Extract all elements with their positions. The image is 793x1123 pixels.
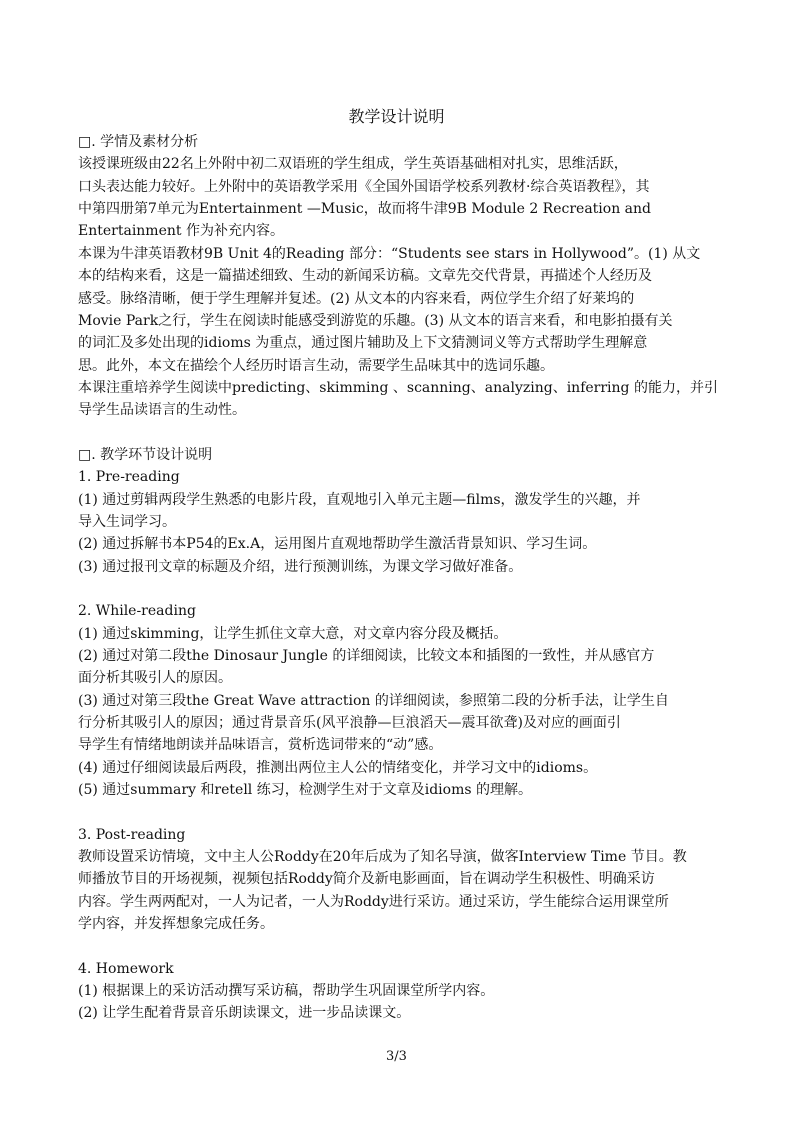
text-line: 学内容，并发挥想象完成任务。 <box>78 916 274 932</box>
text-line: 的词汇及多处出现的idioms 为重点，通过图片辅助及上下文猜测词义等方式帮助学生理解意 <box>78 335 648 351</box>
text-line: 内容。学生两两配对，一人为记者，一人为Roddy进行采访。通过采访，学生能综合运用课堂所 <box>78 894 669 910</box>
text-line: 口头表达能力较好。上外附中的英语教学采用《全国外国语学校系列教材·综合英语教程》，其 <box>78 179 650 195</box>
text-line: 导学生有情绪地朗读并品味语言，赏析选词带来的“动”感。 <box>78 737 443 753</box>
text-line: Entertainment 作为补充内容。 <box>78 223 284 239</box>
text-line: 本的结构来看，这是一篇描述细致、生动的新闻采访稿。文章先交代背景，再描述个人经历及 <box>78 268 652 284</box>
text-line: □. 学情及素材分析 <box>78 134 199 150</box>
text-line: (4) 通过仔细阅读最后两段，推测出两位主人公的情绪变化，并学习文中的idioms。 <box>78 760 598 776</box>
text-line: Movie Park之行，学生在阅读时能感受到游览的乐趣。(3) 从文本的语言来看，和电影拍摄有关 <box>78 313 673 329</box>
text-line: 本课注重培养学生阅读中predicting、skimming 、scanning、analyzing、inferring 的能力，并引 <box>78 380 718 396</box>
text-line: 导入生词学习。 <box>78 514 176 530</box>
text-line: (1) 通过剪辑两段学生熟悉的电影片段，直观地引入单元主题—films，激发学生的兴趣，并 <box>78 492 641 508</box>
text-line: (2) 通过拆解书本P54的Ex.A，运用图片直观地帮助学生激活背景知识、学习生词。 <box>78 536 597 552</box>
text-line: 教师设置采访情境，文中主人公Roddy在20年后成为了知名导演，做客Interview Time 节目。教 <box>78 849 687 865</box>
text-line: 4. Homework <box>78 961 174 977</box>
text-line: (2) 让学生配着背景音乐朗读课文，进一步品读课文。 <box>78 1005 411 1021</box>
text-line: 感受。脉络清晰，便于学生理解并复述。(2) 从文本的内容来看，两位学生介绍了好莱坞的 <box>78 291 635 307</box>
document-title: 教学设计说明 <box>348 107 445 126</box>
text-line: 思。此外，本文在描绘个人经历时语言生动，需要学生品味其中的选词乐趣。 <box>78 358 554 374</box>
text-line: 该授课班级由22名上外附中初二双语班的学生组成，学生英语基础相对扎实，思维活跃， <box>78 156 628 172</box>
text-line: 本课为牛津英语教材9B Unit 4的Reading 部分：“Students see stars in Hollywood”。(1) 从文 <box>78 246 701 262</box>
text-line: (1) 通过skimming，让学生抓住文章大意，对文章内容分段及概括。 <box>78 626 508 642</box>
text-line: 1. Pre-reading <box>78 469 180 485</box>
text-line: 师播放节目的开场视频，视频包括Roddy简介及新电影画面，旨在调动学生积极性、明确采访 <box>78 871 655 887</box>
text-line: (3) 通过报刊文章的标题及介绍，进行预测训练，为课文学习做好准备。 <box>78 559 523 575</box>
text-line: 中第四册第7单元为Entertainment —Music，故而将牛津9B Module 2 Recreation and <box>78 201 651 217</box>
text-line: (1) 根据课上的采访活动撰写采访稿，帮助学生巩固课堂所学内容。 <box>78 983 495 999</box>
page-number: 3/3 <box>386 1049 407 1064</box>
text-line: (3) 通过对第三段the Great Wave attraction 的详细阅读，参照第二段的分析手法，让学生自 <box>78 693 669 709</box>
text-line: 2. While-reading <box>78 603 196 619</box>
text-line: (2) 通过对第二段the Dinosaur Jungle 的详细阅读，比较文本和插图的一致性，并从感官方 <box>78 648 655 664</box>
text-line: □. 教学环节设计说明 <box>78 447 213 463</box>
text-line: (5) 通过summary 和retell 练习，检测学生对于文章及idioms 的理解。 <box>78 782 532 798</box>
text-line: 行分析其吸引人的原因；通过背景音乐(风平浪静—巨浪滔天—震耳欲聋)及对应的画面引 <box>78 715 621 731</box>
text-line: 面分析其吸引人的原因。 <box>78 670 232 686</box>
text-line: 3. Post-reading <box>78 827 186 843</box>
text-line: 导学生品读语言的生动性。 <box>78 402 246 418</box>
